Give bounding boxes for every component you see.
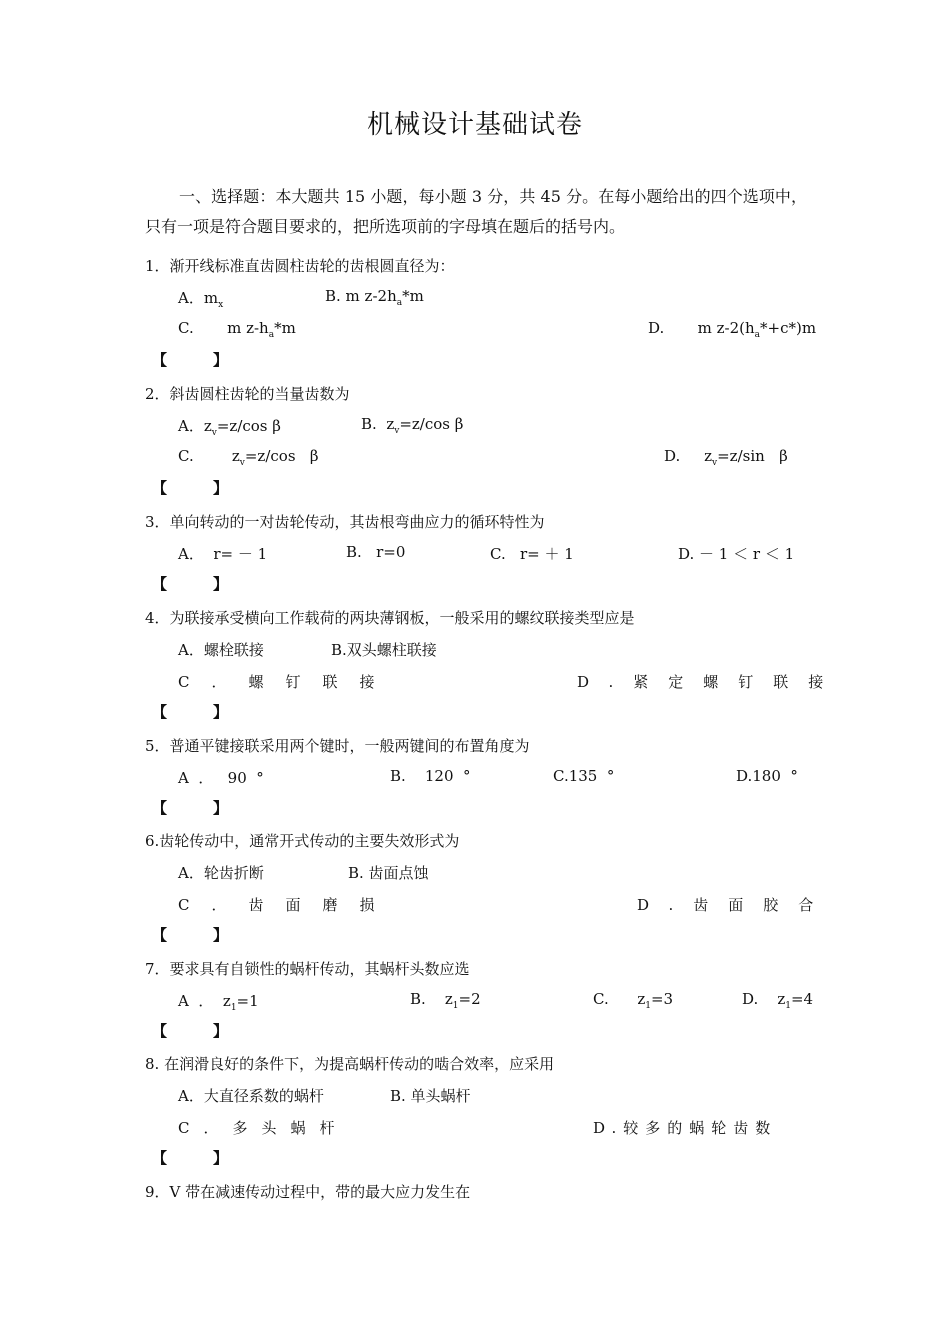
- q4-option-c[interactable]: C．螺钉联接: [178, 673, 397, 691]
- answer-bracket-7[interactable]: 【】: [152, 1022, 275, 1040]
- answer-bracket-1[interactable]: 【】: [152, 351, 275, 369]
- q2-option-d[interactable]: D. $z_v=z/\sin$ β: [664, 447, 788, 468]
- question-2-stem: 2．斜齿圆柱齿轮的当量齿数为: [145, 385, 350, 403]
- question-8-stem: 8. 在润滑良好的条件下，为提高蜗杆传动的啮合效率，应采用: [145, 1055, 555, 1073]
- q5-option-b[interactable]: B. 120 °: [390, 767, 471, 785]
- page-title: 机械设计基础试卷: [366, 110, 583, 140]
- q1-option-d[interactable]: D. m $z-2(h_a*+c*)m$: [648, 319, 817, 340]
- q5-option-a[interactable]: A ． 90 °: [178, 769, 264, 787]
- q3-option-b[interactable]: B. r=0: [346, 543, 406, 561]
- q8-option-d[interactable]: D.较多的蜗轮齿数: [593, 1119, 778, 1137]
- q3-option-d[interactable]: D. － 1 ＜ r ＜ 1: [678, 545, 795, 563]
- q4-option-a[interactable]: A．螺栓联接: [178, 641, 264, 659]
- question-5-stem: 5．普通平键接联采用两个键时，一般两键间的布置角度为: [145, 737, 530, 755]
- q3-option-a[interactable]: A． r= － 1: [178, 545, 268, 563]
- answer-bracket-8[interactable]: 【】: [152, 1149, 275, 1167]
- answer-bracket-3[interactable]: 【】: [152, 575, 275, 593]
- q7-option-a[interactable]: A ． $z_1=1$: [178, 992, 259, 1013]
- q5-option-d[interactable]: D.180 °: [736, 767, 798, 785]
- answer-bracket-5[interactable]: 【】: [152, 799, 275, 817]
- question-1-stem: 1．渐开线标准直齿圆柱齿轮的齿根圆直径为：: [145, 257, 455, 275]
- q7-option-b[interactable]: B. $z_1=2$: [410, 990, 481, 1011]
- question-4-stem: 4．为联接承受横向工作载荷的两块薄钢板，一般采用的螺纹联接类型应是: [145, 609, 635, 627]
- q2-option-c[interactable]: C. $z_v=z/\cos$ β: [178, 447, 319, 468]
- q7-option-c[interactable]: C. $z_1=3$: [593, 990, 674, 1011]
- question-3-stem: 3．单向转动的一对齿轮传动，其齿根弯曲应力的循环特性为: [145, 513, 545, 531]
- q7-option-d[interactable]: D. $z_1=4$: [742, 990, 814, 1011]
- q1-option-b[interactable]: B. m $z-2h_a*m$: [325, 287, 424, 308]
- question-9-stem: 9．V 带在减速传动过程中，带的最大应力发生在: [145, 1183, 471, 1201]
- q5-option-c[interactable]: C.135 °: [553, 767, 615, 785]
- section-instructions: 一、选择题：本大题共 15 小题，每小题 3 分，共 45 分。在每小题给出的四个选项中，只有一项是符合题目要求的，把所选项前的字母填在题后的括号内。: [145, 187, 807, 236]
- q8-option-b[interactable]: B. 单头蜗杆: [390, 1087, 471, 1105]
- q3-option-c[interactable]: C. r= ＋ 1: [490, 545, 574, 563]
- question-7-stem: 7．要求具有自锁性的蜗杆传动，其蜗杆头数应选: [145, 960, 470, 978]
- question-6-stem: 6.齿轮传动中，通常开式传动的主要失效形式为: [145, 832, 460, 850]
- q6-option-d[interactable]: D.齿面胶合: [637, 896, 834, 914]
- q4-option-d[interactable]: D.紧定螺钉联接: [577, 673, 844, 691]
- q8-option-c[interactable]: C．多头蜗杆: [178, 1119, 349, 1137]
- answer-bracket-2[interactable]: 【】: [152, 479, 275, 497]
- answer-bracket-4[interactable]: 【】: [152, 703, 275, 721]
- q2-option-b[interactable]: B. $z_v=z/\cos$ β: [361, 415, 464, 436]
- q6-option-a[interactable]: A．轮齿折断: [178, 864, 264, 882]
- q8-option-a[interactable]: A．大直径系数的蜗杆: [178, 1087, 324, 1105]
- q4-option-b[interactable]: B.双头螺柱联接: [331, 641, 437, 659]
- q6-option-c[interactable]: C．齿面磨损: [178, 896, 397, 914]
- q2-option-a[interactable]: A．$z_v=z/\cos$ β: [178, 417, 281, 438]
- answer-bracket-6[interactable]: 【】: [152, 926, 275, 944]
- q6-option-b[interactable]: B. 齿面点蚀: [348, 864, 429, 882]
- q1-option-a[interactable]: A．$m_x$: [178, 289, 224, 310]
- q1-option-c[interactable]: C. m $z-h_a*m$: [178, 319, 296, 340]
